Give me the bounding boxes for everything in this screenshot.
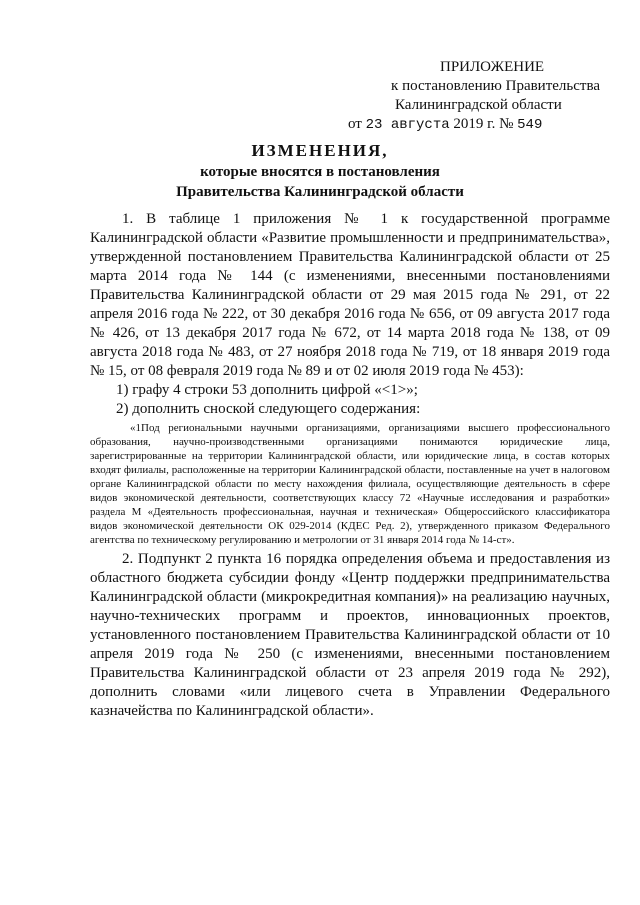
appendix-label: ПРИЛОЖЕНИЕ xyxy=(440,59,545,75)
paragraph-1: 1. В таблице 1 приложения № 1 к государственной программе Калининградской области «Развитие промышленности и предпринимательства», утвержденной постановлением Правительства Калининградской области от 25 марта 2014 года № 144 (с изменениями, внесенными постановлениями Правительства Калининградской области от 29 мая 2015 года № 291, от 22 апреля 2016 года № 222, от 30 декабря 2016 года № 656, от 09 августа 2017 года № 426, от 13 декабря 2017 года № 672, от 14 марта 2018 года № 138, от 09 августа 2018 года № 483, от 27 ноября 2018 года № 719, от 18 января 2019 года № 15, от 08 февраля 2019 года № 89 и от 02 июля 2019 года № 453): xyxy=(90,211,610,379)
document-body xyxy=(90,210,610,721)
title-heading: ИЗМЕНЕНИЯ, xyxy=(251,141,389,160)
number-prefix: № xyxy=(499,116,514,132)
document-number: 549 xyxy=(517,117,543,133)
title-subtitle-1: которые вносятся в постановления xyxy=(200,164,440,180)
list-item-2: 2) дополнить сноской следующего содержания: xyxy=(116,401,421,417)
footnote-text xyxy=(90,421,610,547)
appendix-reference: к постановлению Правительства xyxy=(391,78,600,94)
appendix-region: Калининградской области xyxy=(395,97,562,113)
footnote-content: «1Под региональными научными организациями, организациями высшего профессионального образования, научно-производственными организациями понимаются юридические лица, зарегистрированные на территории Калининградской области, или юридические лица, в состав которых входят филиалы, расположенные на территории Калининградской области, поставленные на учет в налоговом органе Калининградской области по месту нахождения филиала, осуществляющие деятельность в сфере видов экономической деятельности, соответствующих классу 72 «Научные исследования и разработки» раздела М «Деятельность профессиональная, научная и техническая» Общероссийского классификатора видов экономической деятельности ОК 029-2014 (КДЕС Ред. 2), утвержденного приказом Федерального агентства по техническому регулированию и метрологии от 31 января 2014 года № 14-ст». xyxy=(90,422,610,546)
appendix-header xyxy=(300,58,600,135)
title-subtitle-2: Правительства Калининградской области xyxy=(176,184,464,200)
date-year: 2019 г. xyxy=(453,116,496,132)
list-item-1: 1) графу 4 строки 53 дополнить цифрой «<1>»; xyxy=(116,382,418,398)
date-prefix: от xyxy=(348,116,362,132)
document-title xyxy=(90,140,550,202)
paragraph-2: 2. Подпункт 2 пункта 16 порядка определения объема и предоставления из областного бюджета субсидии фонду «Центр поддержки предпринимательства Калининградской области (микрокредитная компания)» на реализацию научных, научно-технических программ и проектов, инновационных проектов, установленного постановлением Правительства Калининградской области от 10 апреля 2019 года № 250 (с изменениями, внесенными постановлением Правительства Калининградской области от 23 апреля 2019 года № 292), дополнить словами «или лицевого счета в Управлении Федерального казначейства по Калининградской области». xyxy=(90,551,610,719)
appendix-date-line xyxy=(300,115,600,135)
date-value: 23 августа xyxy=(365,117,450,133)
